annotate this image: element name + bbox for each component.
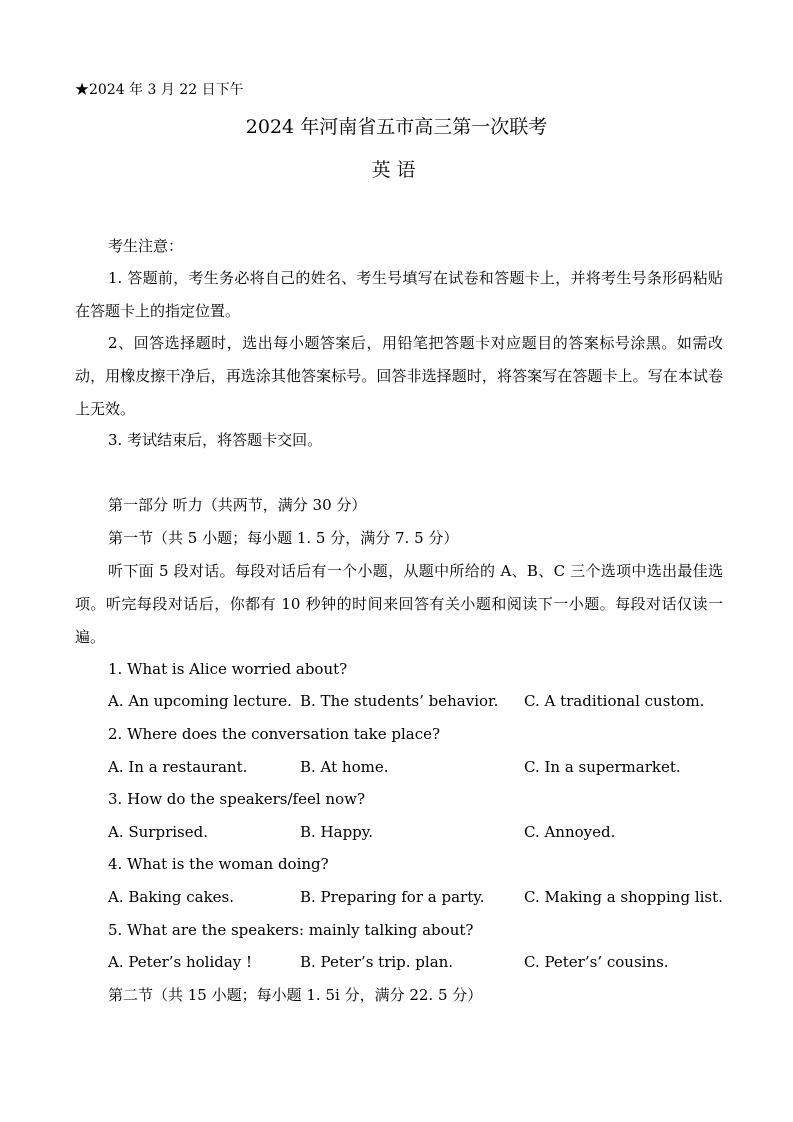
notice-item-1: 1. 答题前，考生务必将自己的姓名、考生号填写在试卷和答题卡上，并将考生号条形码粘贴在答题卡上的指定位置。 [75,269,723,320]
exam-title: 2024 年河南省五市高三第一次联考 [245,116,548,138]
q2-option-c: C. In a supermarket. [524,758,681,776]
q1-option-c: C. A traditional custom. [524,692,705,710]
q2-option-b: B. At home. [300,758,389,776]
question-5: 5. What are the speakers: mainly talking about? [108,921,474,939]
q1-option-b: B. The students’ behavior. [300,692,499,710]
notice-heading: 考生注意： [108,237,184,255]
q2-option-a: A. In a restaurant. [108,758,248,776]
question-3: 3. How do the speakers/feel now? [108,790,365,808]
q4-option-b: B. Preparing for a party. [300,888,485,906]
section1-heading: 第一节（共 5 小题；每小题 1. 5 分，满分 7. 5 分） [108,529,459,547]
q3-option-c: C. Annoyed. [524,823,616,841]
q4-option-c: C. Making a shopping list. [524,888,723,906]
q5-option-a: A. Peter’s holiday ! [108,953,253,971]
section1-instructions: 听下面 5 段对话。每段对话后有一个小题，从题中所给的 A、B、C 三个选项中选出最佳选项。听完每段对话后，你都有 10 秒钟的时间来回答有关小题和阅读下一小题。每段对话仅读一遍。 [75,562,723,646]
q3-option-b: B. Happy. [300,823,374,841]
question-2: 2. Where does the conversation take place? [108,725,441,743]
q4-option-a: A. Baking cakes. [108,888,235,906]
section2-heading: 第二节（共 15 小题；每小题 1. 5i 分，满分 22. 5 分） [108,986,483,1004]
notice-item-2: 2、回答选择题时，选出每小题答案后，用铅笔把答题卡对应题目的答案标号涂黑。如需改动，用橡皮擦干净后，再选涂其他答案标号。回答非选择题时，将答案写在答题卡上。写在本试卷上无效。 [75,334,723,418]
q5-option-b: B. Peter’s trip. plan. [300,953,454,971]
q5-option-c: C. Peter’s’ cousins. [524,953,669,971]
question-1: 1. What is Alice worried about? [108,660,348,678]
q1-option-a: A. An upcoming lecture. [108,692,292,710]
part1-heading: 第一部分 听力（共两节，满分 30 分） [108,496,367,514]
exam-subject: 英语 [371,159,422,181]
q3-option-a: A. Surprised. [108,823,208,841]
notice-item-3: 3. 考试结束后，将答题卡交回。 [108,431,323,449]
question-4: 4. What is the woman doing? [108,855,329,873]
exam-date: ★2024 年 3 月 22 日下午 [75,82,244,98]
